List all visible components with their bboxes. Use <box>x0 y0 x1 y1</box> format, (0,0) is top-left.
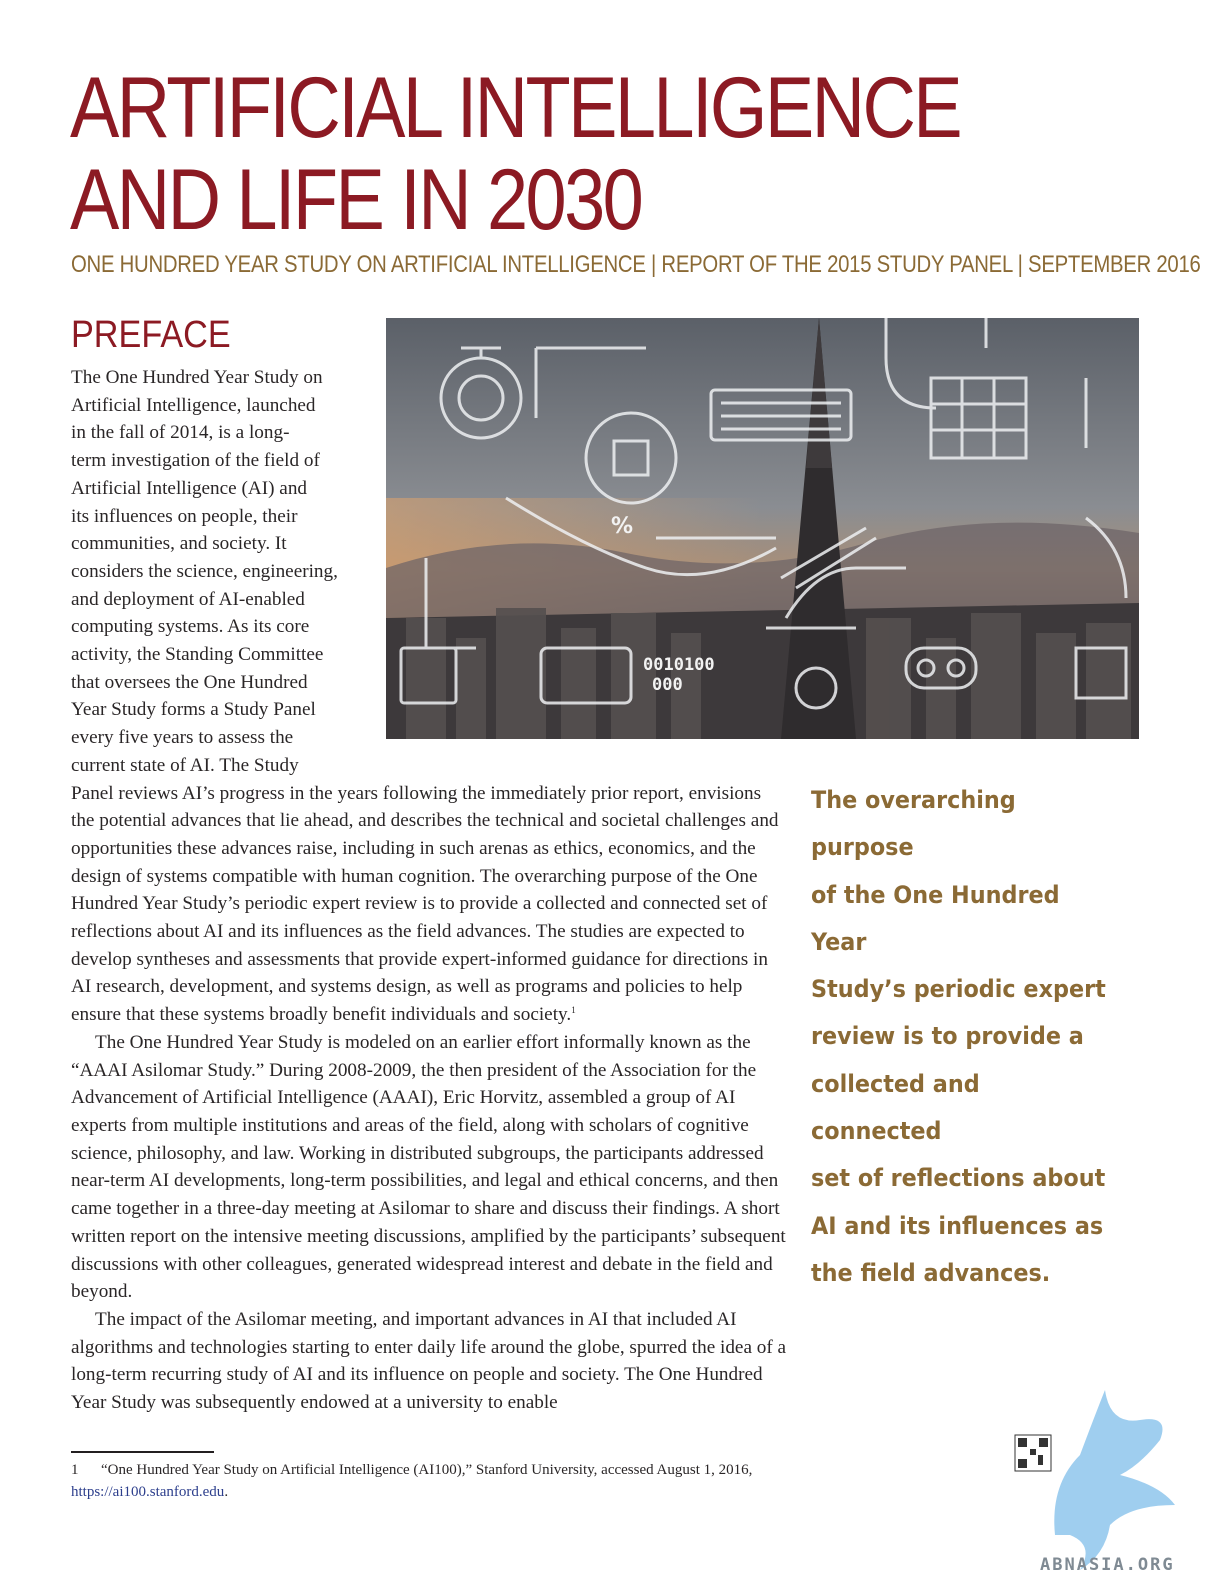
report-title <box>70 62 960 246</box>
preface-paragraph-1 <box>71 780 787 1029</box>
footnote-reference[interactable]: 1 <box>571 1005 576 1016</box>
footnote-number: 1 <box>71 1462 79 1478</box>
preface-paragraph-2: The One Hundred Year Study is modeled on an earlier effort informally known as the “AAAI Asilomar Study.” During 2008-2009, the then president of the Association for the Advancement of Artificial Intelligence (AAAI), Eric Horvitz, assembled a group of AI experts from multiple institutions and areas of the field, along with scholars of cognitive science, philosophy, and law. Working in distributed subgroups, the participants addressed near-term AI developments, long-term possibilities, and legal and ethical concerns, and then came together in a three-day meeting at Asilomar to share and discuss their findings. A short written report on the intensive meeting discussions, amplified by the participants’ subsequent discussions with other colleagues, generated widespread interest and debate in the field and beyond. <box>71 1031 786 1303</box>
footnote-link[interactable]: https://ai100.stanford.edu <box>71 1484 225 1500</box>
preface-paragraph-1-text: Panel reviews AI’s progress in the years following the immediately prior report, envisions the potential advances that lie ahead, and describes the technical and societal challenges and opportunities these advances raise, including in such arenas as ethics, economics, and the design of systems compatible with human cognition. The overarching purpose of the One Hundred Year Study’s periodic expert review is to provide a collected and connected set of reflections about AI and its influences as the field advances. The studies are expected to develop syntheses and assessments that provide expert-informed guidance for directions in AI research, development, and systems design, as well as programs and policies to help ensure that these systems broadly benefit individuals and society. <box>71 782 779 1026</box>
footnote <box>71 1459 791 1503</box>
preface-paragraph-3: The impact of the Asilomar meeting, and important advances in AI that included AI algorithms and technologies starting to enter daily life around the globe, spurred the idea of a long-term recurring study of AI and its influence on people and society. The One Hundred Year Study was subsequently endowed at a university to enable <box>71 1308 787 1414</box>
preface-narrow-column: The One Hundred Year Study on Artificial Intelligence, launched in the fall of 2014, is a long- term investigation of the field of Artificial Intelligence (AI) and its influences on people, their communities, and society. It considers the science, engineering, and deployment of AI-enabled computing systems. As its core activity, the Standing Committee that oversees the One Hundred Year Study forms a Study Panel every five years to assess the current state of AI. The Study <box>71 367 338 776</box>
title-line-1: ARTIFICIAL INTELLIGENCE <box>70 60 961 156</box>
watermark-text: ABNASIA.ORG <box>1040 1555 1175 1575</box>
footnote-text: “One Hundred Year Study on Artificial Intelligence (AI100),” Stanford University, accessed August 1, 2016, <box>101 1462 753 1478</box>
footnote-end: . <box>224 1484 229 1500</box>
report-subtitle: ONE HUNDRED YEAR STUDY ON ARTIFICIAL INTELLIGENCE | REPORT OF THE 2015 STUDY PANEL | SEPTEMBER 2016 <box>71 251 1201 278</box>
footnote-divider <box>71 1451 214 1453</box>
eagle-icon <box>1054 1390 1175 1570</box>
hero-percent-label: % <box>611 514 634 539</box>
title-line-2: AND LIFE IN 2030 <box>70 152 642 248</box>
hero-binary-label-1: 0010100 <box>643 655 715 675</box>
image-wrap-spacer <box>387 364 787 752</box>
watermark-logo <box>1010 1385 1180 1575</box>
qr-code-icon <box>1015 1435 1051 1471</box>
preface-heading: PREFACE <box>71 314 231 356</box>
hero-binary-label-2: 000 <box>652 675 683 695</box>
preface-body <box>71 364 787 1417</box>
pull-quote: The overarching purpose of the One Hundred Year Study’s periodic expert review is to provide a collected and connected set of reflections about AI and its influences as the field advances. <box>811 786 1106 1287</box>
